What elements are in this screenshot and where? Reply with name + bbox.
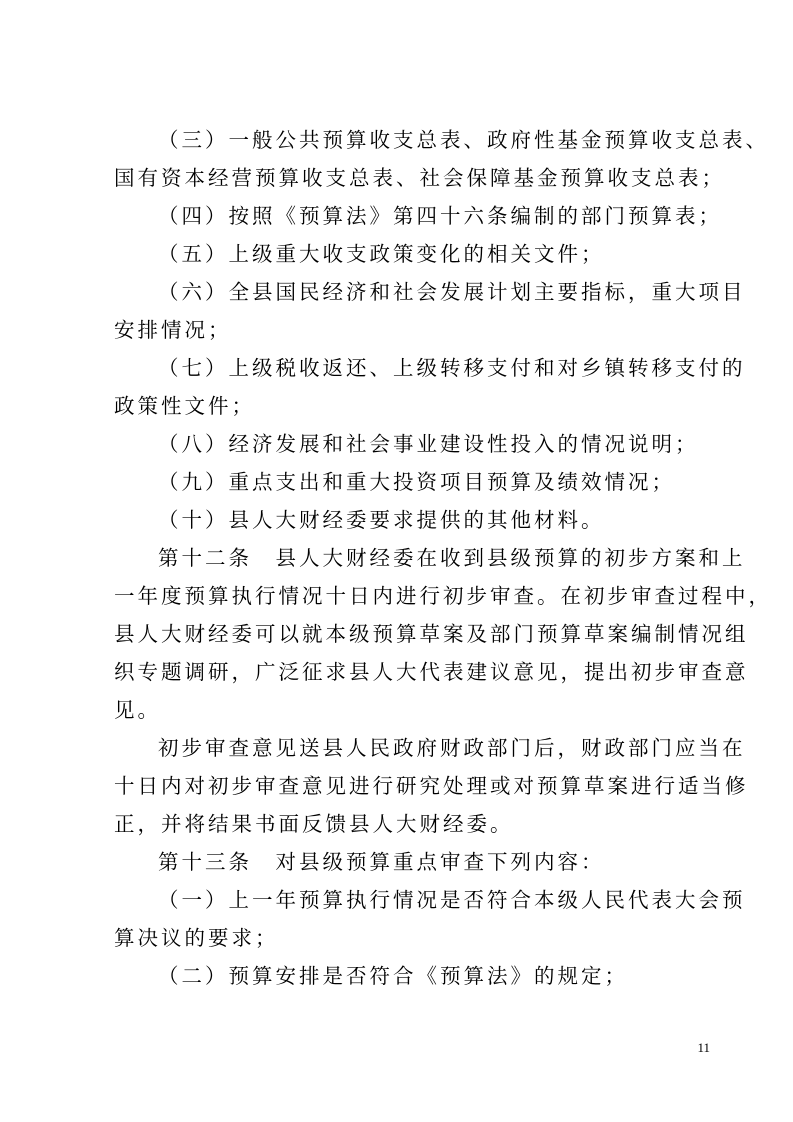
text-line: 织专题调研，广泛征求县人大代表建议意见，提出初步审查意 [114,660,749,684]
text-line: 十日内对初步审查意见进行研究处理或对预算草案进行适当修 [114,774,749,798]
article-12-line: 第十二条 县人大财经委在收到县级预算的初步方案和上 [158,546,746,570]
text-line: （九）重点支出和重大投资项目预算及绩效情况； [158,470,675,494]
text-line: （七）上级税收返还、上级转移支付和对乡镇转移支付的 [158,356,746,380]
text-line: 安排情况； [114,318,232,342]
text-line: （十）县人大财经委要求提供的其他材料。 [158,508,605,532]
text-line: （八）经济发展和社会事业建设性投入的情况说明； [158,432,699,456]
text-line: 正，并将结果书面反馈县人大财经委。 [114,812,514,836]
text-line: 政策性文件； [114,394,255,418]
page-number: 11 [697,1040,710,1055]
text-line: （五）上级重大收支政策变化的相关文件； [158,242,605,266]
text-line: （六）全县国民经济和社会发展计划主要指标，重大项目 [158,280,746,304]
text-line: 算决议的要求； [114,926,279,950]
article-13-line: 第十三条 对县级预算重点审查下列内容： [158,850,605,874]
text-line: （三）一般公共预算收支总表、政府性基金预算收支总表、 [158,128,769,152]
text-line: 国有资本经营预算收支总表、社会保障基金预算收支总表； [114,166,725,190]
text-line: （二）预算安排是否符合《预算法》的规定； [158,964,628,988]
text-line: （一）上一年预算执行情况是否符合本级人民代表大会预 [158,888,746,912]
text-line: 初步审查意见送县人民政府财政部门后，财政部门应当在 [158,736,746,760]
text-line: （四）按照《预算法》第四十六条编制的部门预算表； [158,204,722,228]
text-line: 县人大财经委可以就本级预算草案及部门预算草案编制情况组 [114,622,749,646]
text-line: 一年度预算执行情况十日内进行初步审查。在初步审查过程中， [114,584,772,608]
text-line: 见。 [114,698,161,722]
